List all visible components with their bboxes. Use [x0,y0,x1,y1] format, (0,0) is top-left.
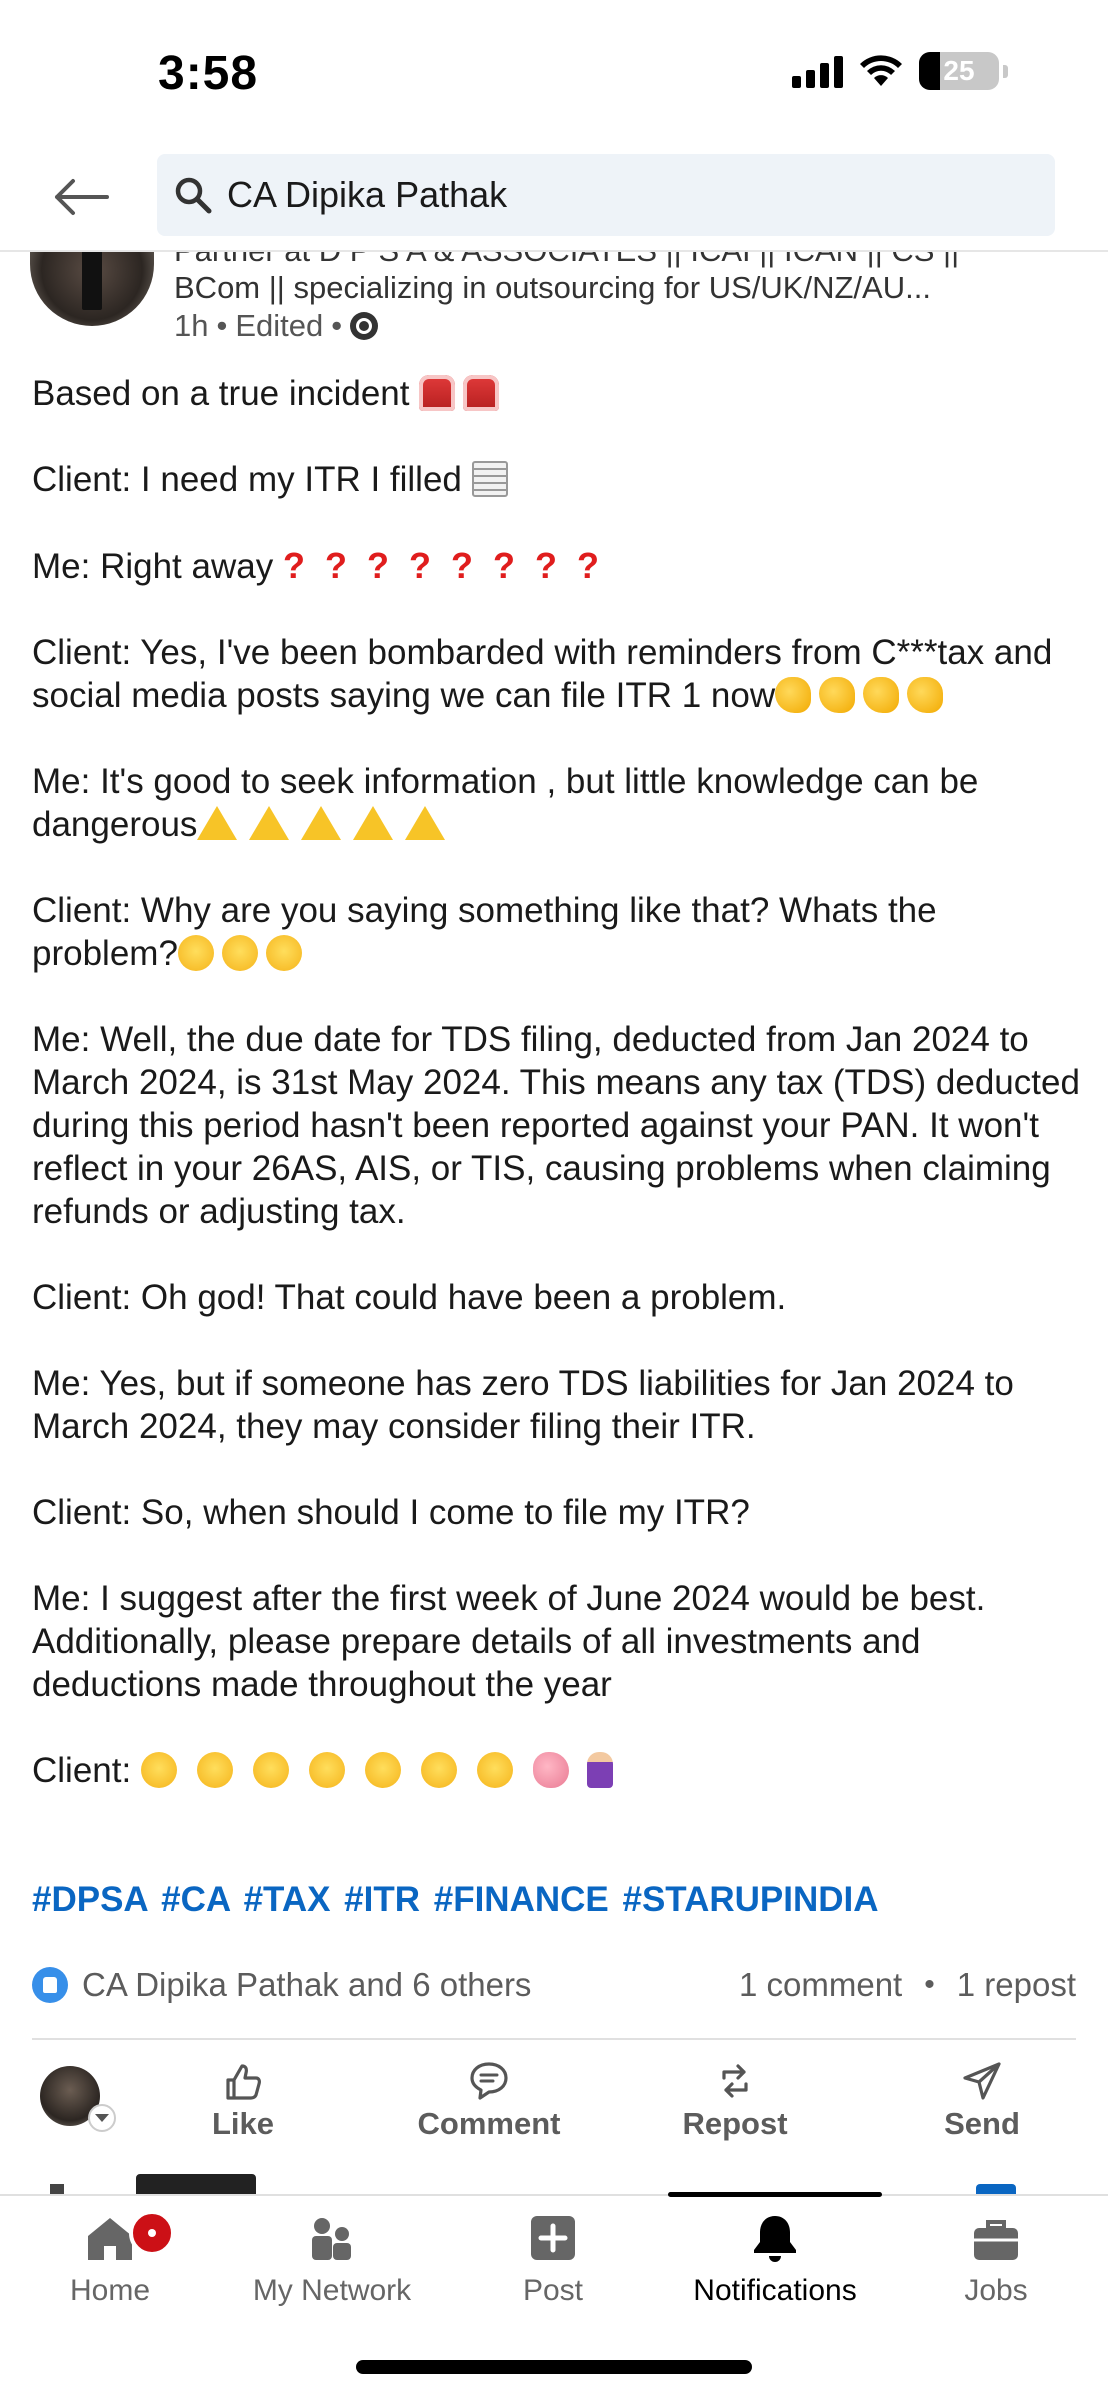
send-icon [961,2060,1003,2102]
bell-icon [747,2210,803,2266]
thumbs-up-icon [222,2060,264,2102]
siren-icon [419,375,455,411]
add-post-icon [525,2210,581,2266]
search-input[interactable] [157,154,1055,236]
status-bar [0,0,1108,140]
home-indicator [356,2360,752,2374]
next-post-peek [0,2160,1108,2194]
post-line: Based on a true incident [32,374,410,413]
comment-icon [468,2060,510,2102]
pensive-face-icon [178,935,214,971]
post-meta: 1h • Edited • [174,308,378,344]
question-mark-icon: ? [450,545,473,586]
reactions-summary[interactable]: CA Dipika Pathak and 6 others [82,1966,532,2003]
question-mark-icon: ? [324,545,347,586]
question-mark-icon: ? [366,545,389,586]
nav-jobs-label: Jobs [964,2274,1028,2307]
warning-icon [197,806,237,840]
smiling-face-icon [365,1752,401,1788]
repost-icon [714,2060,756,2102]
flexed-biceps-icon [907,677,943,713]
repost-button[interactable] [635,2060,835,2142]
warning-icon [353,806,393,840]
nav-post[interactable] [448,2210,658,2308]
search-query: CA Dipika Pathak [227,174,508,215]
cellular-signal-icon [792,54,843,88]
post-hashtags[interactable]: #DPSA #CA #TAX #ITR #FINANCE #STARUPINDIA [32,1880,879,1919]
search-header [0,140,1108,252]
warning-icon [405,806,445,840]
nav-post-label: Post [522,2274,584,2307]
post-time: 1h [174,308,209,343]
warning-icon [249,806,289,840]
post-line: Client: Oh god! That could have been a problem. [32,1278,787,1317]
question-mark-icon: ? [282,545,305,586]
battery-level: 25 [943,55,975,86]
like-reaction-icon [32,1967,68,2003]
comment-label: Comment [417,2106,561,2141]
post-line: Client: So, when should I come to file my ITR? [32,1493,750,1532]
people-icon [304,2210,360,2266]
repost-label: Repost [682,2106,788,2141]
smiling-face-icon [253,1752,289,1788]
smiling-face-icon [421,1752,457,1788]
active-tab-indicator [668,2192,882,2197]
back-button[interactable] [46,162,116,232]
status-icons [792,52,1008,90]
post-line: Client: Why are you saying something like that? Whats the problem? [32,891,937,973]
author-headline-line2: BCom || specializing in outsourcing for US/UK/NZ/AU... [174,270,931,305]
briefcase-icon [968,2210,1024,2266]
nav-jobs[interactable] [891,2210,1101,2308]
post-action-bar [0,2050,1108,2150]
count-separator: • [924,1968,935,2001]
comment-button[interactable] [389,2060,589,2142]
nav-home-label: Home [69,2274,151,2307]
nav-my-network-label: My Network [252,2274,412,2307]
battery-icon [919,52,999,90]
flexed-biceps-icon [863,677,899,713]
search-icon [173,175,213,215]
smiling-face-icon [309,1752,345,1788]
nav-home[interactable] [5,2210,215,2308]
send-button[interactable] [882,2060,1082,2142]
question-mark-icon: ? [534,545,557,586]
pensive-face-icon [266,935,302,971]
question-mark-icon: ? [492,545,515,586]
nav-notifications[interactable] [670,2210,880,2308]
nav-my-network[interactable] [227,2210,437,2308]
dancer-icon [587,1752,613,1788]
post-edited: Edited [235,308,324,343]
send-label: Send [944,2106,1020,2141]
like-button[interactable] [143,2060,343,2142]
arrow-left-icon [51,177,111,217]
like-label: Like [211,2106,275,2141]
reposts-count[interactable]: 1 repost [956,1966,1076,2003]
divider [32,2038,1076,2040]
question-mark-icon: ? [408,545,431,586]
flexed-biceps-icon [819,677,855,713]
comments-count[interactable]: 1 comment [739,1966,903,2003]
post-line: Me: I suggest after the first week of June 2024 would be best. Additionally, please prepare details of all investments and deductions made throughout the year [32,1579,986,1704]
status-time: 3:58 [158,47,259,100]
smiling-face-icon [477,1752,513,1788]
brain-icon [533,1752,569,1788]
post-line: Client: Yes, I've been bombarded with reminders from C***tax and social media posts saying we can file ITR 1 now [32,633,1053,715]
post-line: Client: I need my ITR I filled [32,460,462,499]
pensive-face-icon [222,935,258,971]
post-text [32,372,1082,1835]
chevron-down-icon[interactable] [88,2104,116,2132]
receipt-icon [472,461,508,497]
social-counts [32,1960,1076,2010]
smiling-face-icon [141,1752,177,1788]
flexed-biceps-icon [775,677,811,713]
post-line: Me: Yes, but if someone has zero TDS liabilities for Jan 2024 to March 2024, they may consider filing their ITR. [32,1364,1014,1446]
post-line: Me: It's good to seek information , but little knowledge can be dangerous [32,762,979,844]
post-line: Me: Right away [32,547,274,586]
nav-notifications-label: Notifications [693,2274,857,2307]
notification-badge [129,2210,175,2256]
smiling-face-icon [197,1752,233,1788]
post-line: Client: [32,1751,132,1790]
question-mark-icon: ? [576,545,599,586]
globe-icon [350,312,378,340]
post-line: Me: Well, the due date for TDS filing, deducted from Jan 2024 to March 2024, is 31st May 2024. This means any tax (TDS) deducted during this period hasn't been reported against your PAN. It won't reflect in your 26AS, AIS, or TIS, causing problems when claiming refunds or adjusting tax. [32,1020,1080,1231]
siren-icon [463,375,499,411]
wifi-icon [859,54,903,88]
warning-icon [301,806,341,840]
